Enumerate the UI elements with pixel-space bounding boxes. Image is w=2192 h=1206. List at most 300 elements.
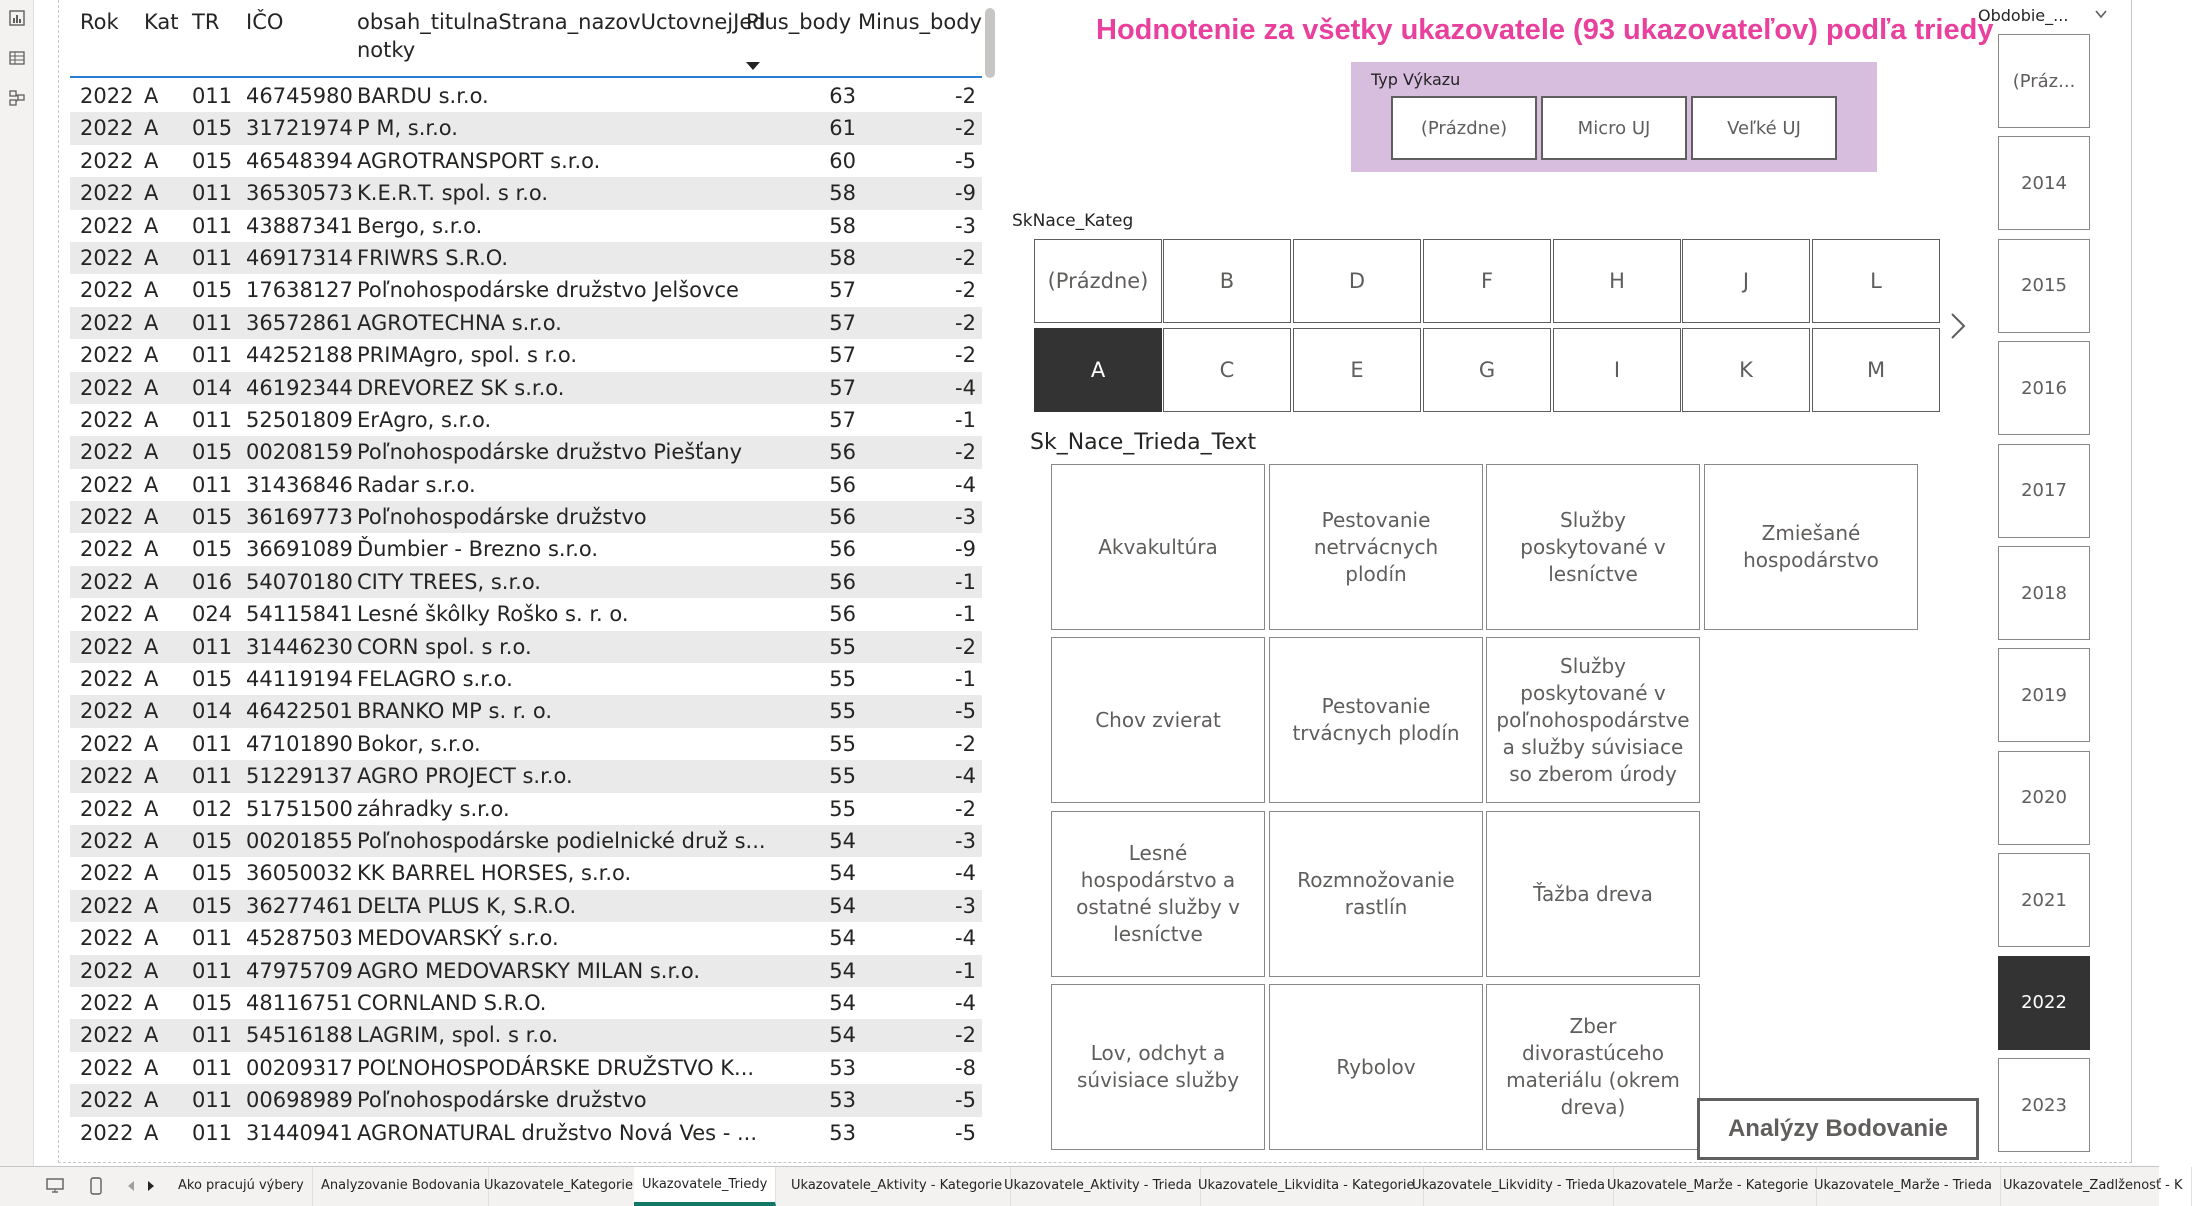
kateg-option[interactable]: D — [1293, 239, 1421, 323]
cell-ico: 36572861 — [246, 310, 353, 335]
header-rok[interactable]: Rok — [80, 10, 119, 34]
table-row[interactable] — [70, 728, 982, 760]
table-header — [70, 0, 982, 78]
cell-tr: 015 — [192, 440, 233, 465]
trieda-option[interactable]: Služby poskytované v poľnohospodárstve a služby súvisiace so zberom úrody — [1486, 637, 1700, 803]
cell-tr: 015 — [192, 828, 233, 853]
trieda-option[interactable]: Lov, odchyt a súvisiace služby — [1051, 984, 1265, 1150]
page-tabs-bar — [0, 1166, 2183, 1206]
cell-rok: 2022 — [80, 505, 134, 530]
page-tab[interactable]: Ukazovatele_Kategorie — [476, 1167, 642, 1206]
year-option[interactable]: (Práz... — [1998, 34, 2090, 128]
cell-kat: A — [144, 116, 159, 141]
table-row[interactable] — [70, 598, 982, 630]
cell-plus: 53 — [829, 1055, 856, 1080]
cell-plus: 55 — [829, 699, 856, 724]
table-row[interactable] — [70, 955, 982, 987]
table-row[interactable] — [70, 987, 982, 1019]
cell-tr: 011 — [192, 181, 233, 206]
cell-ico: 45287503 — [246, 926, 353, 951]
typ-option-prazdne[interactable]: (Prázdne) — [1391, 96, 1537, 160]
cell-plus: 56 — [829, 537, 856, 562]
table-row[interactable] — [70, 1084, 982, 1116]
cell-minus: -4 — [955, 926, 976, 951]
cell-ico: 17638127 — [246, 278, 353, 303]
cell-name: Ďumbier - Brezno s.r.o. — [357, 537, 599, 562]
cell-ico: 00201855 — [246, 828, 353, 853]
kateg-option[interactable]: H — [1553, 239, 1681, 323]
cell-rok: 2022 — [80, 375, 134, 400]
cell-rok: 2022 — [80, 1088, 134, 1113]
cell-rok: 2022 — [80, 278, 134, 303]
table-row[interactable] — [70, 307, 982, 339]
companies-table[interactable] — [70, 0, 982, 1150]
cell-minus: -1 — [955, 602, 976, 627]
year-option[interactable]: 2021 — [1998, 853, 2090, 947]
cell-ico: 31446230 — [246, 634, 353, 659]
cell-plus: 58 — [829, 213, 856, 238]
cell-kat: A — [144, 699, 159, 724]
cell-ico: 44119194 — [246, 667, 353, 692]
cell-plus: 54 — [829, 893, 856, 918]
trieda-option[interactable]: Rozmnožovanie rastlín — [1269, 811, 1483, 977]
cell-minus: -2 — [955, 1023, 976, 1048]
cell-name: Radar s.r.o. — [357, 472, 476, 497]
header-name-line2: notky — [357, 38, 416, 62]
page-tab[interactable]: Ukazovatele_Zadlženosť - K — [1995, 1167, 2192, 1206]
cell-minus: -2 — [955, 440, 976, 465]
year-option[interactable]: 2022 — [1998, 956, 2090, 1050]
cell-ico: 54516188 — [246, 1023, 353, 1048]
cell-minus: -4 — [955, 990, 976, 1015]
cell-rok: 2022 — [80, 310, 134, 335]
header-tr[interactable]: TR — [192, 10, 220, 34]
cell-kat: A — [144, 569, 159, 594]
table-row[interactable] — [70, 145, 982, 177]
table-row[interactable] — [70, 890, 982, 922]
header-name-line1: obsah_titulnaStrana_nazovUctovnejJed — [357, 10, 766, 34]
header-plus[interactable]: Plus_body — [746, 10, 852, 34]
mobile-layout-icon[interactable] — [88, 1175, 104, 1197]
cell-minus: -5 — [955, 1120, 976, 1145]
cell-minus: -3 — [955, 828, 976, 853]
cell-tr: 014 — [192, 375, 233, 400]
cell-name: CITY TREES, s.r.o. — [357, 569, 541, 594]
kateg-option[interactable]: B — [1163, 239, 1291, 323]
cell-rok: 2022 — [80, 893, 134, 918]
cell-name: FELAGRO s.r.o. — [357, 667, 513, 692]
cell-tr: 024 — [192, 602, 233, 627]
cell-ico: 46917314 — [246, 245, 353, 270]
cell-tr: 016 — [192, 569, 233, 594]
kateg-option[interactable]: F — [1423, 239, 1551, 323]
cell-plus: 54 — [829, 828, 856, 853]
cell-plus: 56 — [829, 440, 856, 465]
cell-ico: 31440941 — [246, 1120, 353, 1145]
cell-name: BARDU s.r.o. — [357, 84, 489, 108]
cell-minus: -3 — [955, 505, 976, 530]
cell-tr: 015 — [192, 893, 233, 918]
cell-name: MEDOVARSKÝ s.r.o. — [357, 926, 559, 951]
cell-plus: 55 — [829, 796, 856, 821]
cell-minus: -9 — [955, 181, 976, 206]
cell-plus: 54 — [829, 990, 856, 1015]
trieda-option[interactable]: Zmiešané hospodárstvo — [1704, 464, 1918, 630]
cell-rok: 2022 — [80, 440, 134, 465]
cell-ico: 54115841 — [246, 602, 353, 627]
cell-kat: A — [144, 181, 159, 206]
page-tab[interactable]: Ukazovatele_Triedy — [634, 1167, 776, 1206]
cell-kat: A — [144, 602, 159, 627]
cell-kat: A — [144, 472, 159, 497]
year-option[interactable]: 2014 — [1998, 136, 2090, 230]
cell-kat: A — [144, 1055, 159, 1080]
table-scrollbar[interactable] — [985, 8, 995, 78]
table-row[interactable] — [70, 663, 982, 695]
next-page-icon[interactable] — [144, 1175, 158, 1197]
cell-kat: A — [144, 893, 159, 918]
page-tab[interactable]: Ukazovatele_Likvidita - Kategorie — [1190, 1167, 1424, 1206]
report-view-icon[interactable] — [7, 8, 27, 28]
page-title: Hodnotenie za všetky ukazovatele (93 ukazovateľov) podľa triedy — [1096, 14, 1994, 46]
desktop-layout-icon[interactable] — [44, 1175, 66, 1197]
typ-vykazu-slicer — [1351, 62, 1877, 172]
trieda-option[interactable]: Pestovanie netrvácnych plodín — [1269, 464, 1483, 630]
cell-minus: -2 — [955, 84, 976, 108]
cell-plus: 53 — [829, 1120, 856, 1145]
trieda-option[interactable]: Pestovanie trvácnych plodín — [1269, 637, 1483, 803]
cell-plus: 58 — [829, 245, 856, 270]
cell-rok: 2022 — [80, 148, 134, 173]
cell-plus: 56 — [829, 472, 856, 497]
cell-minus: -4 — [955, 472, 976, 497]
cell-name: Poľnohospodárske družstvo — [357, 1088, 647, 1113]
cell-tr: 015 — [192, 116, 233, 141]
sknace-kateg-label: SkNace_Kateg — [1012, 211, 1134, 231]
kateg-option[interactable]: L — [1812, 239, 1940, 323]
table-row[interactable] — [70, 501, 982, 533]
table-row[interactable] — [70, 1019, 982, 1051]
cell-plus: 54 — [829, 926, 856, 951]
cell-kat: A — [144, 764, 159, 789]
cell-name: CORN spol. s r.o. — [357, 634, 532, 659]
prev-page-icon[interactable] — [124, 1175, 138, 1197]
cell-name: AGRONATURAL družstvo Nová Ves - ... — [357, 1120, 758, 1145]
table-row[interactable] — [70, 404, 982, 436]
cell-rok: 2022 — [80, 84, 134, 108]
cell-name: Poľnohospodárske družstvo Jelšovce — [357, 278, 739, 303]
page-tab[interactable]: Ukazovatele_Marže - Kategorie — [1599, 1167, 1817, 1206]
year-option[interactable]: 2015 — [1998, 239, 2090, 333]
cell-name: Poľnohospodárske družstvo Piešťany — [357, 440, 743, 465]
table-row[interactable] — [70, 793, 982, 825]
trieda-option[interactable]: Chov zvierat — [1051, 637, 1265, 803]
cell-ico: 52501809 — [246, 407, 353, 432]
kateg-option[interactable]: M — [1812, 328, 1940, 412]
year-option[interactable]: 2018 — [1998, 546, 2090, 640]
table-row[interactable] — [70, 760, 982, 792]
view-rail — [0, 0, 34, 1166]
cell-minus: -4 — [955, 375, 976, 400]
cell-kat: A — [144, 1088, 159, 1113]
cell-rok: 2022 — [80, 472, 134, 497]
table-row[interactable] — [70, 566, 982, 598]
cell-name: záhradky s.r.o. — [357, 796, 510, 821]
cell-name: BRANKO MP s. r. o. — [357, 699, 553, 724]
year-option[interactable]: 2023 — [1998, 1058, 2090, 1152]
table-row[interactable] — [70, 177, 982, 209]
cell-kat: A — [144, 278, 159, 303]
year-option[interactable]: 2020 — [1998, 751, 2090, 845]
cell-ico: 46422501 — [246, 699, 353, 724]
cell-plus: 57 — [829, 407, 856, 432]
page-tab[interactable]: Ukazovatele_Marže - Trieda — [1806, 1167, 2001, 1206]
page-tab[interactable]: Ukazovatele_Likvidity - Trieda — [1404, 1167, 1614, 1206]
cell-minus: -2 — [955, 796, 976, 821]
cell-name: Poľnohospodárske podielnické druž s... — [357, 828, 766, 853]
cell-minus: -4 — [955, 861, 976, 886]
kateg-option[interactable]: A — [1034, 328, 1162, 412]
cell-rok: 2022 — [80, 1120, 134, 1145]
cell-tr: 011 — [192, 343, 233, 368]
cell-minus: -2 — [955, 116, 976, 141]
cell-minus: -5 — [955, 699, 976, 724]
cell-plus: 56 — [829, 602, 856, 627]
cell-name: Bokor, s.r.o. — [357, 731, 481, 756]
cell-plus: 63 — [829, 84, 856, 108]
model-view-icon[interactable] — [7, 88, 27, 108]
cell-rok: 2022 — [80, 861, 134, 886]
kateg-option[interactable]: I — [1553, 328, 1681, 412]
cell-rok: 2022 — [80, 181, 134, 206]
table-row[interactable] — [70, 436, 982, 468]
cell-tr: 011 — [192, 926, 233, 951]
trieda-label: Sk_Nace_Trieda_Text — [1030, 430, 1257, 455]
table-row[interactable] — [70, 372, 982, 404]
typ-option-velke[interactable]: Veľké UJ — [1691, 96, 1837, 160]
cell-kat: A — [144, 1120, 159, 1145]
kateg-option[interactable]: C — [1163, 328, 1291, 412]
kateg-option[interactable]: K — [1682, 328, 1810, 412]
header-minus[interactable]: Minus_body — [858, 10, 982, 34]
page-tab[interactable]: Ukazovatele_Aktivity - Trieda — [996, 1167, 1201, 1206]
cell-tr: 015 — [192, 861, 233, 886]
table-row[interactable] — [70, 210, 982, 242]
cell-rok: 2022 — [80, 796, 134, 821]
cell-minus: -4 — [955, 764, 976, 789]
cell-name: K.E.R.T. spol. s r.o. — [357, 181, 549, 206]
cell-tr: 011 — [192, 634, 233, 659]
cell-minus: -5 — [955, 148, 976, 173]
cell-plus: 56 — [829, 505, 856, 530]
cell-name: P M, s.r.o. — [357, 116, 458, 141]
table-row[interactable] — [70, 80, 982, 112]
kateg-option[interactable]: E — [1293, 328, 1421, 412]
cell-minus: -5 — [955, 1088, 976, 1113]
cell-rok: 2022 — [80, 602, 134, 627]
table-view-icon[interactable] — [7, 48, 27, 68]
cell-kat: A — [144, 148, 159, 173]
table-row[interactable] — [70, 825, 982, 857]
cell-plus: 60 — [829, 148, 856, 173]
cell-tr: 011 — [192, 1120, 233, 1145]
cell-kat: A — [144, 958, 159, 983]
table-row[interactable] — [70, 1117, 982, 1149]
cell-kat: A — [144, 796, 159, 821]
cell-kat: A — [144, 1023, 159, 1048]
cell-name: Poľnohospodárske družstvo — [357, 505, 647, 530]
cell-ico: 51751500 — [246, 796, 353, 821]
cell-rok: 2022 — [80, 731, 134, 756]
cell-rok: 2022 — [80, 537, 134, 562]
cell-minus: -1 — [955, 958, 976, 983]
table-row[interactable] — [70, 1052, 982, 1084]
cell-minus: -2 — [955, 731, 976, 756]
cell-name: AGROTECHNA s.r.o. — [357, 310, 562, 335]
cell-minus: -2 — [955, 310, 976, 335]
cell-kat: A — [144, 505, 159, 530]
cell-ico: 36169773 — [246, 505, 353, 530]
cell-kat: A — [144, 926, 159, 951]
cell-rok: 2022 — [80, 245, 134, 270]
cell-rok: 2022 — [80, 569, 134, 594]
cell-kat: A — [144, 407, 159, 432]
cell-tr: 012 — [192, 796, 233, 821]
table-row[interactable] — [70, 533, 982, 565]
cell-tr: 011 — [192, 1023, 233, 1048]
table-row[interactable] — [70, 857, 982, 889]
cell-kat: A — [144, 828, 159, 853]
cell-kat: A — [144, 310, 159, 335]
header-name[interactable] — [357, 8, 766, 64]
analyzy-bodovanie-button[interactable]: Analýzy Bodovanie — [1697, 1098, 1979, 1160]
cell-name: FRIWRS S.R.O. — [357, 245, 509, 270]
cell-kat: A — [144, 861, 159, 886]
cell-tr: 011 — [192, 407, 233, 432]
cell-name: DREVOREZ SK s.r.o. — [357, 375, 565, 400]
cell-name: AGROTRANSPORT s.r.o. — [357, 148, 601, 173]
cell-name: Bergo, s.r.o. — [357, 213, 483, 238]
cell-ico: 48116751 — [246, 990, 353, 1015]
kateg-option[interactable]: (Prázdne) — [1034, 239, 1162, 323]
year-option[interactable]: 2017 — [1998, 444, 2090, 538]
cell-ico: 31436846 — [246, 472, 353, 497]
cell-rok: 2022 — [80, 990, 134, 1015]
trieda-option[interactable]: Ťažba dreva — [1486, 811, 1700, 977]
chevron-right-icon[interactable] — [1948, 310, 1968, 350]
cell-tr: 015 — [192, 505, 233, 530]
kateg-option[interactable]: J — [1682, 239, 1810, 323]
header-kat[interactable]: Kat — [144, 10, 179, 34]
chevron-down-icon[interactable] — [2094, 6, 2108, 20]
cell-minus: -3 — [955, 213, 976, 238]
cell-minus: -2 — [955, 278, 976, 303]
table-row[interactable] — [70, 469, 982, 501]
trieda-option[interactable]: Zber divorastúceho materiálu (okrem dreva) — [1486, 984, 1700, 1150]
cell-kat: A — [144, 634, 159, 659]
year-option[interactable]: 2016 — [1998, 341, 2090, 435]
typ-option-micro[interactable]: Micro UJ — [1541, 96, 1687, 160]
kateg-option[interactable]: G — [1423, 328, 1551, 412]
cell-minus: -1 — [955, 569, 976, 594]
cell-minus: -2 — [955, 343, 976, 368]
table-row[interactable] — [70, 274, 982, 306]
cell-rok: 2022 — [80, 213, 134, 238]
cell-rok: 2022 — [80, 699, 134, 724]
cell-kat: A — [144, 245, 159, 270]
cell-ico: 47975709 — [246, 958, 353, 983]
cell-name: AGRO PROJECT s.r.o. — [357, 764, 573, 789]
cell-name: POĽNOHOSPODÁRSKE DRUŽSTVO K... — [357, 1055, 755, 1080]
cell-minus: -2 — [955, 245, 976, 270]
cell-plus: 54 — [829, 1023, 856, 1048]
cell-rok: 2022 — [80, 116, 134, 141]
cell-plus: 54 — [829, 861, 856, 886]
page-tab[interactable]: Ukazovatele_Aktivity - Kategorie — [783, 1167, 1011, 1206]
cell-minus: -3 — [955, 893, 976, 918]
cell-ico: 00208159 — [246, 440, 353, 465]
cell-rok: 2022 — [80, 958, 134, 983]
cell-plus: 53 — [829, 1088, 856, 1113]
page-tab[interactable]: Ako pracujú výbery — [170, 1167, 313, 1206]
table-row[interactable] — [70, 242, 982, 274]
cell-tr: 015 — [192, 990, 233, 1015]
table-row[interactable] — [70, 695, 982, 727]
cell-rok: 2022 — [80, 764, 134, 789]
cell-rok: 2022 — [80, 926, 134, 951]
cell-tr: 011 — [192, 1055, 233, 1080]
trieda-option[interactable]: Lesné hospodárstvo a ostatné služby v lesníctve — [1051, 811, 1265, 977]
cell-kat: A — [144, 343, 159, 368]
cell-ico: 00698989 — [246, 1088, 353, 1113]
cell-ico: 51229137 — [246, 764, 353, 789]
cell-plus: 57 — [829, 278, 856, 303]
trieda-option[interactable]: Služby poskytované v lesníctve — [1486, 464, 1700, 630]
cell-name: KK BARREL HORSES, s.r.o. — [357, 861, 632, 886]
cell-tr: 011 — [192, 84, 233, 108]
cell-tr: 014 — [192, 699, 233, 724]
cell-kat: A — [144, 990, 159, 1015]
cell-rok: 2022 — [80, 1023, 134, 1048]
typ-vykazu-label: Typ Výkazu — [1371, 70, 1461, 89]
cell-minus: -1 — [955, 407, 976, 432]
cell-tr: 011 — [192, 245, 233, 270]
cell-tr: 011 — [192, 764, 233, 789]
trieda-option[interactable]: Akvakultúra — [1051, 464, 1265, 630]
cell-plus: 58 — [829, 181, 856, 206]
cell-kat: A — [144, 537, 159, 562]
cell-ico: 46548394 — [246, 148, 353, 173]
cell-tr: 011 — [192, 731, 233, 756]
table-row[interactable] — [70, 339, 982, 371]
cell-tr: 011 — [192, 472, 233, 497]
table-row[interactable] — [70, 922, 982, 954]
table-row[interactable] — [70, 631, 982, 663]
cell-ico: 47101890 — [246, 731, 353, 756]
header-ico[interactable]: IČO — [246, 10, 284, 34]
cell-ico: 44252188 — [246, 343, 353, 368]
cell-plus: 55 — [829, 634, 856, 659]
cell-ico: 36691089 — [246, 537, 353, 562]
cell-plus: 57 — [829, 343, 856, 368]
trieda-option[interactable]: Rybolov — [1269, 984, 1483, 1150]
cell-kat: A — [144, 440, 159, 465]
cell-ico: 46745980 — [246, 84, 353, 108]
page-tab[interactable]: Analyzovanie Bodovania — [313, 1167, 489, 1206]
year-option[interactable]: 2019 — [1998, 648, 2090, 742]
table-row[interactable] — [70, 112, 982, 144]
sort-descending-icon — [746, 62, 760, 70]
